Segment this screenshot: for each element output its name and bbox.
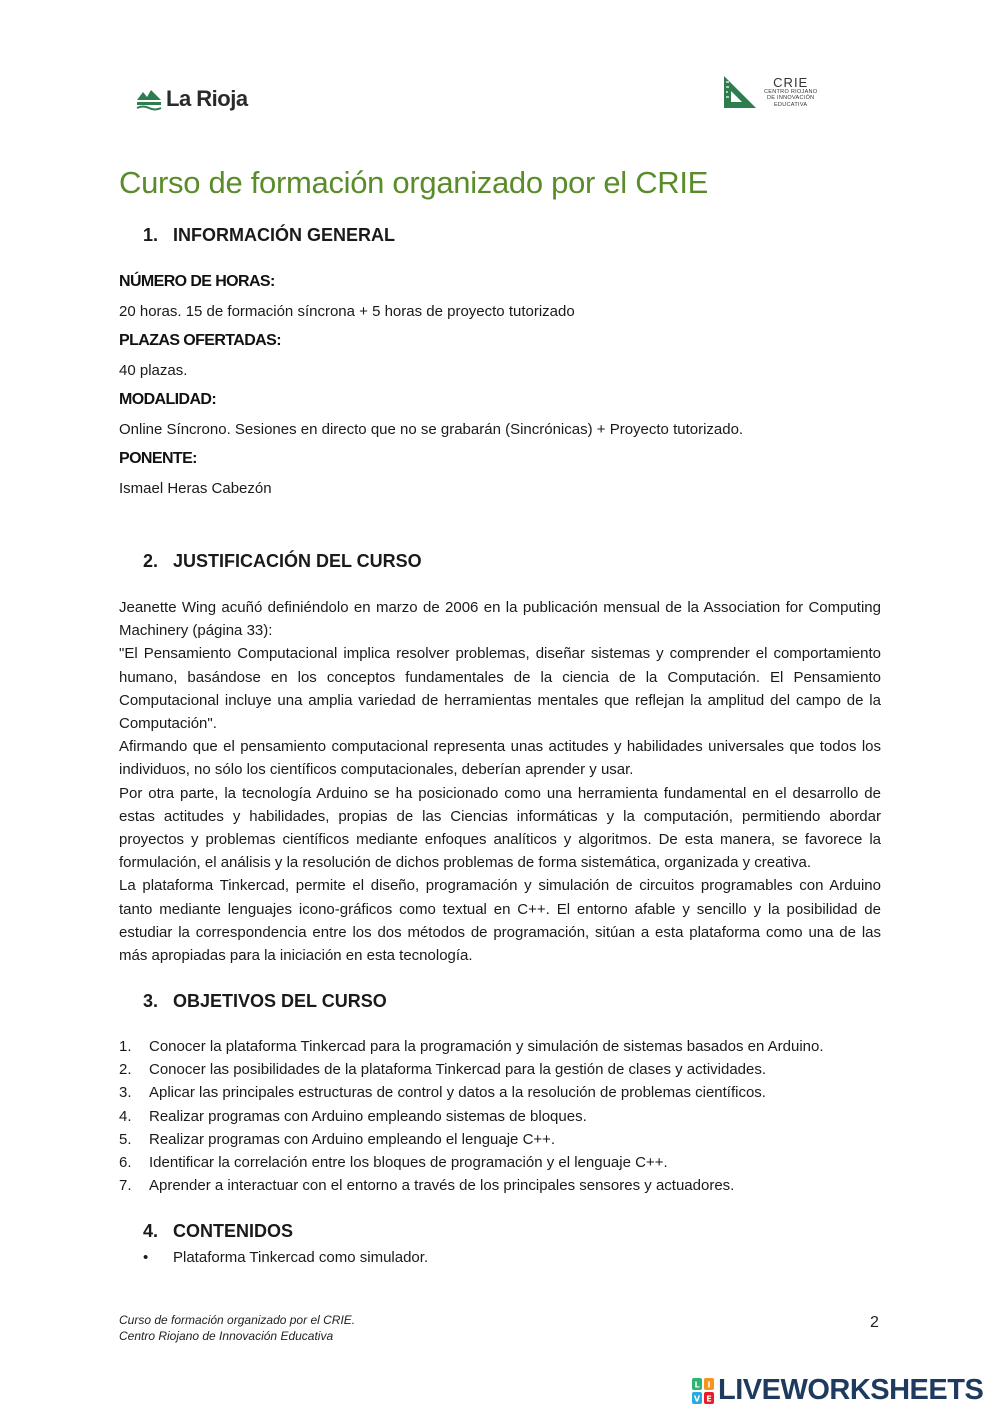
item-text: Identificar la correlación entre los bloques de programación y el lenguaje C++.	[149, 1154, 668, 1172]
page-number: 2	[870, 1314, 879, 1331]
field-label-modalidad: MODALIDAD:	[119, 391, 217, 408]
crie-logo-sub-2: DE INNOVACIÓN	[766, 95, 815, 102]
liveworksheets-wordmark: LIVEWORKSHEETS	[718, 1374, 984, 1406]
item-text: Conocer la plataforma Tinkercad para la programación y simulación de sistemas basados en Arduino.	[149, 1038, 824, 1055]
bullet-icon: •	[143, 1249, 149, 1266]
section-heading-informacion-general	[143, 225, 395, 246]
item-text: Realizar programas con Arduino empleando el lenguaje C++.	[149, 1130, 556, 1148]
contents-list	[143, 1246, 428, 1269]
item-number: 7.	[119, 1177, 132, 1195]
paragraph: La plataforma Tinkercad, permite el diseño, programación y simulación de circuitos programables con Arduino tanto mediante lenguajes icono-gráficos como textual en C++. El entorno afable y sencillo y la posibilidad de estudiar la correspondencia entre los dos métodos de programación, sitúan a esta plataforma como una de las más apropiadas para la iniciación en esta tecnología.	[119, 877, 881, 965]
section-heading-objetivos	[143, 991, 387, 1012]
section-number: 2.	[143, 551, 159, 571]
item-number: 3.	[119, 1084, 132, 1102]
field-value-horas: 20 horas. 15 de formación síncrona + 5 horas de proyecto tutorizado	[119, 303, 575, 320]
list-item	[119, 1128, 824, 1151]
item-number: 6.	[119, 1154, 132, 1172]
field-label-plazas: PLAZAS OFERTADAS:	[119, 332, 281, 349]
field-label-ponente: PONENTE:	[119, 450, 197, 467]
section-heading-text: CONTENIDOS	[173, 1221, 294, 1241]
section-heading-text: INFORMACIÓN GENERAL	[173, 225, 395, 245]
item-text: Aprender a interactuar con el entorno a través de los principales sensores y actuadores.	[149, 1177, 735, 1195]
justification-body	[119, 596, 881, 967]
crie-logo-sub-1: CENTRO RIOJANO	[764, 88, 818, 95]
la-rioja-logo	[136, 86, 248, 112]
paragraph: Afirmando que el pensamiento computacional representa unas actitudes y habilidades universales que todos los individuos, no sólo los científicos computacionales, deberían aprender y usar.	[119, 738, 881, 779]
list-item	[119, 1035, 824, 1058]
section-heading-contenidos	[143, 1221, 293, 1242]
section-number: 3.	[143, 991, 159, 1011]
section-heading-justificacion	[143, 551, 422, 572]
list-item	[119, 1081, 824, 1104]
badge-letter-e: E	[706, 1394, 712, 1403]
page-footer	[119, 1312, 355, 1344]
section-number: 1.	[143, 225, 159, 245]
crie-logo	[722, 74, 817, 110]
crie-logo-name: CRIE	[773, 74, 809, 90]
section-number: 4.	[143, 1221, 159, 1241]
la-rioja-emblem-icon	[136, 86, 162, 112]
item-text: Realizar programas con Arduino empleando sistemas de bloques.	[149, 1107, 587, 1125]
field-value-modalidad: Online Síncrono. Sesiones en directo que no se grabarán (Sincrónicas) + Proyecto tutorizado.	[119, 421, 744, 438]
la-rioja-logo-text: La Rioja	[166, 86, 248, 111]
field-label-horas: NÚMERO DE HORAS:	[119, 273, 275, 290]
liveworksheets-badge-icon	[692, 1378, 714, 1404]
liveworksheets-watermark	[692, 1374, 983, 1407]
badge-letter-v: V	[693, 1394, 701, 1403]
list-item	[119, 1174, 824, 1197]
list-item	[119, 1151, 824, 1174]
field-value-plazas: 40 plazas.	[119, 362, 188, 379]
item-text: Plataforma Tinkercad como simulador.	[173, 1249, 429, 1266]
crie-logo-sub-3: EDUCATIVA	[774, 101, 808, 108]
crie-set-square-icon	[722, 74, 758, 110]
document-title: Curso de formación organizado por el CRIE	[119, 165, 709, 200]
item-number: 5.	[119, 1130, 132, 1148]
paragraph: Jeanette Wing acuñó definiéndolo en marzo de 2006 en la publicación mensual de la Association for Computing Machinery (página 33):	[119, 599, 881, 640]
field-value-ponente: Ismael Heras Cabezón	[119, 480, 272, 497]
footer-line-1: Curso de formación organizado por el CRIE.	[119, 1313, 356, 1327]
item-number: 2.	[119, 1061, 132, 1079]
paragraph: Por otra parte, la tecnología Arduino se ha posicionado como una herramienta fundamental en el desarrollo de estas actitudes y habilidades, propias de las Ciencias informáticas y la computación, permitiendo abordar proyectos y problemas científicos mediante enfoques analíticos y algoritmos. De esta manera, se favorece la formulación, el análisis y la resolución de dichos problemas de forma sistemática, organizada y creativa.	[119, 784, 881, 872]
list-item	[119, 1058, 824, 1081]
paragraph: "El Pensamiento Computacional implica resolver problemas, diseñar sistemas y comprender el comportamiento humano, basándose en los conceptos fundamentales de la ciencia de la Computación. El Pensamiento Computacional incluye una amplia variedad de herramientas mentales que reflejan la amplitud del campo de la Computación".	[119, 645, 881, 733]
list-item	[119, 1105, 824, 1128]
item-number: 4.	[119, 1107, 132, 1125]
objectives-list	[119, 1035, 824, 1197]
footer-line-2: Centro Riojano de Innovación Educativa	[119, 1329, 334, 1343]
list-item	[143, 1246, 428, 1269]
item-number: 1.	[119, 1038, 132, 1055]
badge-letter-l: L	[694, 1380, 700, 1389]
section-heading-text: JUSTIFICACIÓN DEL CURSO	[173, 551, 422, 571]
section-heading-text: OBJETIVOS DEL CURSO	[173, 991, 387, 1011]
item-text: Aplicar las principales estructuras de control y datos a la resolución de problemas científicos.	[149, 1084, 766, 1102]
item-text: Conocer las posibilidades de la plataforma Tinkercad para la gestión de clases y actividades.	[149, 1061, 767, 1079]
badge-letter-i: I	[707, 1380, 711, 1389]
